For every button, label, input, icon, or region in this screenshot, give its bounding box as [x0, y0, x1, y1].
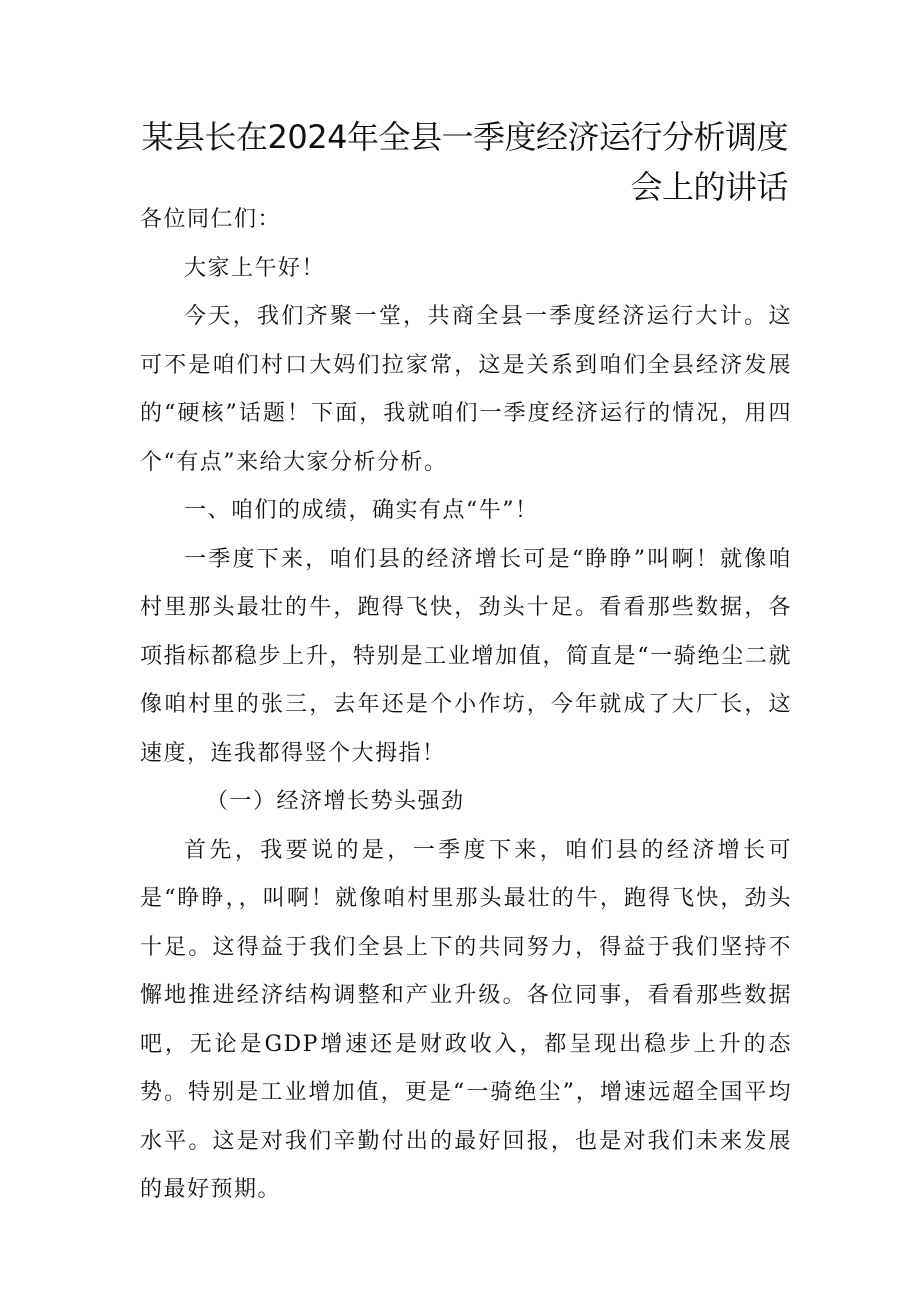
- document-body: [140, 196, 792, 1215]
- document-title: 某县长在2024年全县一季度经济运行分析调度会上的讲话: [141, 118, 788, 206]
- subsection-1-paragraph: 首先，我要说的是，一季度下来，咱们县的经济增长可是“睁睁，，叫啊！就像咱村里那头最壮的牛，跑得飞快，劲头十足。这得益于我们全县上下的共同努力，得益于我们坚持不懈地推进经济结构调整和产业升级。各位同事，看看那些数据吧，无论是GDP增速还是财政收入，都呈现出稳步上升的态势。特别是工业增加值，更是“一骑绝尘”，增速远超全国平均水平。这是对我们辛勤付出的最好回报，也是对我们未来发展的最好预期。: [140, 837, 792, 1202]
- section-1-paragraph: 一季度下来，咱们县的经济增长可是“睁睁”叫啊！就像咱村里那头最壮的牛，跑得飞快，劲头十足。看看那些数据，各项指标都稳步上升，特别是工业增加值，简直是“一骑绝尘二就像咱村里的张三，去年还是个小作坊，今年就成了大厂长，这速度，连我都得竖个大拇指！: [140, 546, 792, 766]
- subsection-heading-1: （一）经济增长势头强劲: [206, 789, 465, 814]
- salutation: 各位同仁们：: [140, 207, 282, 232]
- opening-paragraph: 今天，我们齐聚一堂，共商全县一季度经济运行大计。这可不是咱们村口大妈们拉家常，这是关系到咱们全县经济发展的“硬核”话题！下面，我就咱们一季度经济运行的情况，用四个“有点”来给大家分析分析。: [140, 304, 792, 475]
- section-heading-1: 一、咱们的成绩，确实有点“牛”！: [184, 498, 539, 523]
- greeting: 大家上午好！: [184, 255, 326, 281]
